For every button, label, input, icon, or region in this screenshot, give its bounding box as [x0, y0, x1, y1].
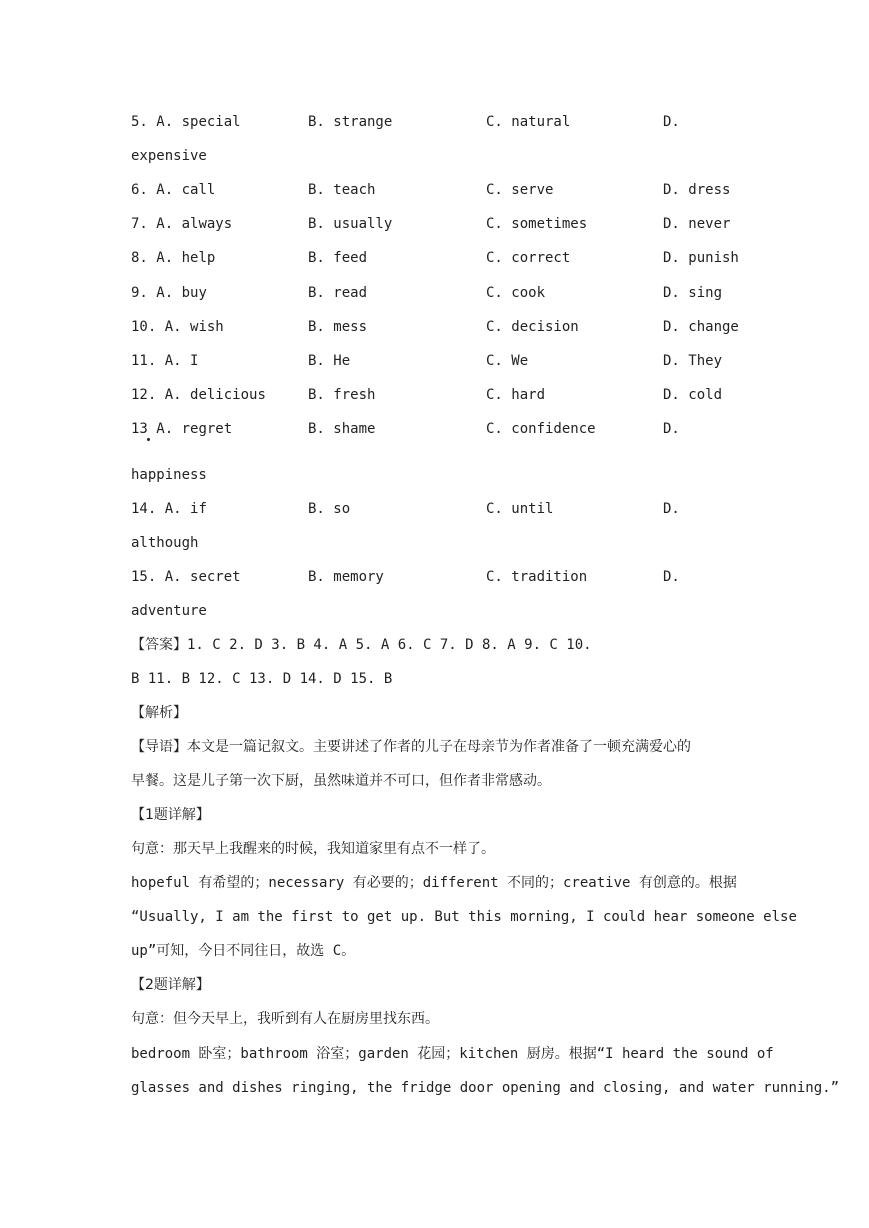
option-c: C. serve: [486, 182, 554, 198]
option-d: D. cold: [663, 387, 723, 403]
option-c: C. correct: [486, 250, 571, 266]
q1-heading: 【1题详解】: [131, 807, 210, 823]
option-d-wrap: expensive: [131, 148, 207, 164]
question-number-and-option-a: 12. A. delicious: [131, 387, 266, 403]
intro-line-2: 早餐。这是儿子第一次下厨，虽然味道并不可口，但作者非常感动。: [131, 773, 551, 789]
q1-explanation-line-1: hopeful 有希望的；necessary 有必要的；different 不同的；creative 有创意的。根据: [131, 875, 737, 891]
option-c: C. cook: [486, 285, 546, 301]
option-c: C. decision: [486, 319, 579, 335]
option-d: D. They: [663, 353, 723, 369]
option-d: D. sing: [663, 285, 723, 301]
question-number-and-option-a: 11. A. I: [131, 353, 199, 369]
option-d: D.: [663, 421, 680, 437]
question-number-and-option-a: 10. A. wish: [131, 319, 224, 335]
q2-explanation-line-2: glasses and dishes ringing, the fridge door opening and closing, and water running.”: [131, 1080, 840, 1096]
option-b: B. teach: [308, 182, 376, 198]
question-number-and-option-a: 9. A. buy: [131, 285, 207, 301]
option-c: C. We: [486, 353, 529, 369]
option-c: C. hard: [486, 387, 546, 403]
intro-line-1: 【导语】本文是一篇记叙文。主要讲述了作者的儿子在母亲节为作者准备了一顿充满爱心的: [131, 739, 691, 755]
option-b: B. mess: [308, 319, 368, 335]
answer-key-line-2: B 11. B 12. C 13. D 14. D 15. B: [131, 671, 393, 687]
stray-dot-mark: [147, 438, 150, 441]
option-b: B. fresh: [308, 387, 376, 403]
option-b: B. shame: [308, 421, 376, 437]
option-d: D. never: [663, 216, 731, 232]
option-d: D. change: [663, 319, 739, 335]
question-number-and-option-a: 5. A. special: [131, 114, 241, 130]
q1-explanation-line-3: up”可知，今日不同往日，故选 C。: [131, 943, 356, 959]
option-c: C. tradition: [486, 569, 588, 585]
option-c: C. until: [486, 501, 554, 517]
option-d: D. dress: [663, 182, 731, 198]
option-d: D. punish: [663, 250, 739, 266]
option-b: B. usually: [308, 216, 393, 232]
q2-meaning: 句意：但今天早上，我听到有人在厨房里找东西。: [131, 1011, 439, 1027]
option-b: B. strange: [308, 114, 393, 130]
analysis-label: 【解析】: [131, 705, 187, 721]
option-b: B. so: [308, 501, 351, 517]
option-d: D.: [663, 501, 680, 517]
option-d: D.: [663, 569, 680, 585]
option-b: B. He: [308, 353, 351, 369]
answer-key-line-1: 【答案】1. C 2. D 3. B 4. A 5. A 6. C 7. D 8. A 9. C 10.: [131, 637, 592, 653]
option-d: D.: [663, 114, 680, 130]
option-c: C. confidence: [486, 421, 596, 437]
question-number-and-option-a: 14. A. if: [131, 501, 207, 517]
option-b: B. memory: [308, 569, 384, 585]
question-number-and-option-a: 8. A. help: [131, 250, 216, 266]
q2-explanation-line-1: bedroom 卧室；bathroom 浴室；garden 花园；kitchen 厨房。根据“I heard the sound of: [131, 1046, 774, 1062]
question-number-and-option-a: 7. A. always: [131, 216, 233, 232]
question-number-and-option-a: 15. A. secret: [131, 569, 241, 585]
q1-meaning: 句意：那天早上我醒来的时候，我知道家里有点不一样了。: [131, 841, 495, 857]
option-b: B. read: [308, 285, 368, 301]
question-number-and-option-a: 13 A. regret: [131, 421, 233, 437]
q2-heading: 【2题详解】: [131, 977, 210, 993]
question-number-and-option-a: 6. A. call: [131, 182, 216, 198]
option-b: B. feed: [308, 250, 368, 266]
option-c: C. natural: [486, 114, 571, 130]
q1-explanation-line-2: “Usually, I am the first to get up. But this morning, I could hear someone else: [131, 909, 797, 925]
option-c: C. sometimes: [486, 216, 588, 232]
option-d-wrap: happiness: [131, 467, 207, 483]
option-d-wrap: although: [131, 535, 199, 551]
option-d-wrap: adventure: [131, 603, 207, 619]
